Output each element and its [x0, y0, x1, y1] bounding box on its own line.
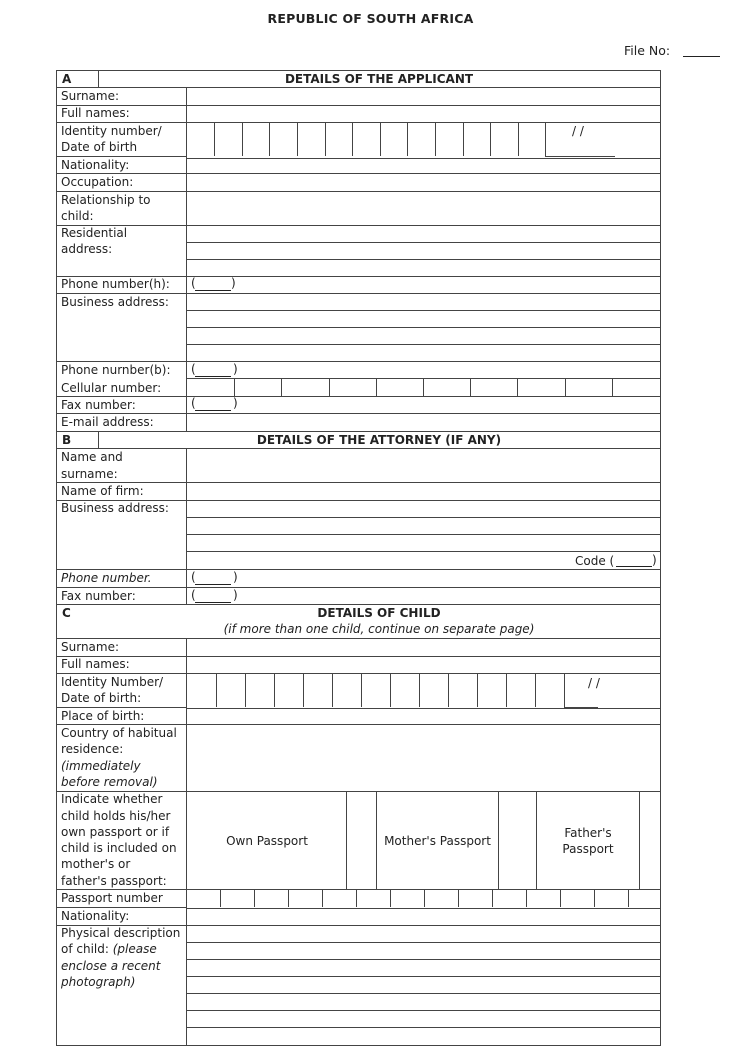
rule: [560, 889, 561, 907]
phone-b-label: Phone nurnber(b):: [61, 363, 171, 377]
section-c-heading: DETAILS OF CHILD: [317, 606, 441, 620]
rule: [490, 122, 491, 156]
phone-b-close: ): [233, 362, 238, 376]
rule: [352, 122, 353, 156]
fax-close: ): [233, 396, 238, 410]
passport-number-label: Passport number: [61, 891, 163, 905]
firm-field[interactable]: [187, 483, 659, 499]
attorney-fax-area-code[interactable]: [195, 602, 231, 603]
relationship-label-2: child:: [61, 209, 94, 223]
section-c-letter: C: [62, 606, 71, 620]
passport-question-1: Indicate whether: [61, 792, 163, 806]
attorney-fax-open: (: [191, 588, 196, 602]
attorney-name-label-1: Name and: [61, 450, 123, 464]
attorney-fax-field[interactable]: [246, 588, 659, 603]
fathers-passport-label-2: Passport: [562, 842, 614, 856]
rule: [56, 1045, 660, 1046]
business-address-label: Business address:: [61, 295, 169, 309]
section-b-heading: DETAILS OF THE ATTORNEY (IF ANY): [256, 433, 502, 447]
rule: [186, 1010, 660, 1011]
attorney-phone-area-code[interactable]: [195, 584, 231, 585]
rule: [269, 122, 270, 156]
rule: [186, 534, 660, 535]
relationship-label-1: Relationship to: [61, 193, 151, 207]
fax-area-code[interactable]: [195, 410, 231, 411]
country-field[interactable]: [187, 725, 659, 790]
place-of-birth-label: Place of birth:: [61, 709, 145, 723]
rule: [545, 156, 615, 157]
section-c-subheading: (if more than one child, continue on separate page): [223, 622, 535, 636]
rule: [390, 673, 391, 707]
rule: [423, 378, 424, 396]
applicant-occupation-field[interactable]: [187, 174, 659, 190]
passport-question-4: child is included on: [61, 841, 177, 855]
application-form: [56, 70, 660, 1046]
rule: [419, 673, 420, 707]
rule: [186, 1027, 660, 1028]
applicant-nationality-field[interactable]: [187, 159, 659, 173]
rule: [628, 889, 629, 907]
phone-h-close: ): [231, 276, 236, 290]
child-full-names-label: Full names:: [61, 657, 130, 671]
rule: [242, 122, 243, 156]
rule: [356, 889, 357, 907]
mothers-passport-label: Mother's Passport: [384, 834, 491, 848]
rule: [565, 378, 566, 396]
rule: [332, 673, 333, 707]
applicant-occupation-label: Occupation:: [61, 175, 134, 189]
applicant-surname-label: Surname:: [61, 89, 120, 103]
file-no-field[interactable]: [683, 56, 720, 57]
rule: [390, 889, 391, 907]
mothers-passport-checkbox[interactable]: [499, 792, 536, 888]
rule: [612, 378, 613, 396]
attorney-fax-close: ): [233, 588, 238, 602]
rule: [216, 673, 217, 707]
rule: [322, 889, 323, 907]
applicant-id-label-1: Identity number/: [61, 124, 162, 138]
child-id-label-1: Identity Number/: [61, 675, 164, 689]
phone-h-area-code[interactable]: [195, 290, 231, 291]
attorney-fax-label: Fax number:: [61, 589, 136, 603]
rule: [380, 122, 381, 156]
rule: [564, 673, 565, 707]
fax-field[interactable]: [246, 397, 659, 412]
relationship-field[interactable]: [187, 192, 659, 224]
rule: [361, 673, 362, 707]
attorney-name-label-2: surname:: [61, 467, 118, 481]
rule: [186, 242, 660, 243]
rule: [463, 122, 464, 156]
rule: [281, 378, 282, 396]
applicant-full-names-field[interactable]: [187, 106, 659, 122]
physical-label-2a: of child:: [61, 942, 113, 956]
rule: [220, 889, 221, 907]
rule: [186, 344, 660, 345]
physical-label-1: Physical description: [61, 926, 181, 940]
form-right-border: [660, 70, 661, 1046]
passport-question-6: father's passport:: [61, 874, 167, 888]
child-nationality-label: Nationality:: [61, 909, 130, 923]
email-field[interactable]: [187, 414, 659, 430]
applicant-nationality-label: Nationality:: [61, 158, 130, 172]
country-label-4: before removal): [61, 775, 158, 789]
place-of-birth-field[interactable]: [187, 709, 659, 723]
applicant-surname-field[interactable]: [187, 88, 659, 104]
attorney-phone-close: ): [233, 570, 238, 584]
fathers-passport-label-1: Father's: [564, 826, 612, 840]
residential-address-field[interactable]: [187, 226, 659, 276]
physical-label-2b: (please: [112, 942, 157, 956]
passport-question-3: own passport or if: [61, 825, 170, 839]
rule: [297, 122, 298, 156]
rule: [234, 378, 235, 396]
code-close: ): [652, 553, 657, 567]
fathers-passport-checkbox[interactable]: [640, 792, 659, 888]
rule: [303, 673, 304, 707]
rule: [186, 517, 660, 518]
rule: [186, 959, 660, 960]
child-surname-label: Surname:: [61, 640, 120, 654]
section-b-letter: B: [62, 433, 72, 447]
rule: [448, 673, 449, 707]
physical-label-4: photograph): [61, 975, 136, 989]
rule: [329, 378, 330, 396]
code-label: Code (: [575, 554, 615, 568]
rule: [435, 122, 436, 156]
phone-h-field[interactable]: [246, 277, 659, 292]
rule: [407, 122, 408, 156]
rule: [594, 889, 595, 907]
applicant-dob-slashes: / /: [572, 124, 584, 138]
residential-label-1: Residential: [61, 226, 128, 240]
child-nationality-field[interactable]: [187, 909, 659, 924]
rule: [477, 673, 478, 707]
rule: [254, 889, 255, 907]
section-a-letter: A: [62, 72, 72, 86]
phone-b-field[interactable]: [246, 362, 659, 377]
rule: [274, 673, 275, 707]
child-dob-slashes: / /: [588, 676, 600, 690]
fax-open: (: [191, 396, 196, 410]
rule: [424, 889, 425, 907]
physical-label-2: [61, 941, 157, 957]
passport-question-2: child holds his/her: [61, 809, 171, 823]
rule: [376, 378, 377, 396]
rule: [214, 122, 215, 156]
attorney-name-field[interactable]: [187, 449, 659, 481]
rule: [186, 976, 660, 977]
applicant-full-names-label: Full names:: [61, 106, 130, 120]
own-passport-checkbox[interactable]: [347, 792, 376, 888]
rule: [458, 889, 459, 907]
email-label: E-mail address:: [61, 415, 154, 429]
rule: [186, 310, 660, 311]
applicant-id-label-2: Date of birth: [61, 140, 138, 154]
phone-b-open: (: [191, 362, 196, 376]
country-label-3: (immediately: [61, 759, 141, 773]
rule: [506, 673, 507, 707]
rule: [288, 889, 289, 907]
rule: [517, 378, 518, 396]
firm-label: Name of firm:: [61, 484, 144, 498]
phone-b-area-code[interactable]: [195, 376, 231, 377]
child-full-names-field[interactable]: [187, 657, 659, 672]
rule: [518, 122, 519, 156]
residential-label-2: address:: [61, 242, 113, 256]
passport-question-5: mother's or: [61, 857, 131, 871]
country-label-1: Country of habitual: [61, 726, 177, 740]
fax-label: Fax number:: [61, 398, 136, 412]
rule: [470, 378, 471, 396]
phone-h-label: Phone number(h):: [61, 277, 170, 291]
rule: [186, 551, 660, 552]
rule: [186, 327, 660, 328]
attorney-phone-field[interactable]: [246, 570, 659, 585]
country-label-2: residence:: [61, 742, 124, 756]
rule: [186, 942, 660, 943]
rule: [245, 673, 246, 707]
applicant-id-field[interactable]: [187, 123, 659, 156]
section-a-heading: DETAILS OF THE APPLICANT: [284, 72, 474, 86]
passport-number-field[interactable]: [187, 890, 659, 906]
attorney-business-address-label: Business address:: [61, 501, 169, 515]
file-no-label: File No:: [624, 43, 671, 58]
physical-label-3: enclose a recent: [61, 959, 161, 973]
child-id-label-2: Date of birth:: [61, 691, 142, 705]
own-passport-label: Own Passport: [226, 834, 308, 848]
page-title: REPUBLIC OF SOUTH AFRICA: [267, 11, 474, 26]
rule: [186, 993, 660, 994]
rule: [535, 673, 536, 707]
rule: [492, 889, 493, 907]
rule: [526, 889, 527, 907]
code-field[interactable]: [616, 566, 652, 567]
form-left-border: [56, 70, 57, 1046]
cellular-label: Cellular number:: [61, 381, 162, 395]
rule: [545, 122, 546, 156]
rule: [186, 259, 660, 260]
attorney-phone-label: Phone number.: [61, 571, 152, 585]
attorney-phone-open: (: [191, 570, 196, 584]
phone-h-open: (: [191, 276, 196, 290]
child-surname-field[interactable]: [187, 639, 659, 655]
rule: [325, 122, 326, 156]
